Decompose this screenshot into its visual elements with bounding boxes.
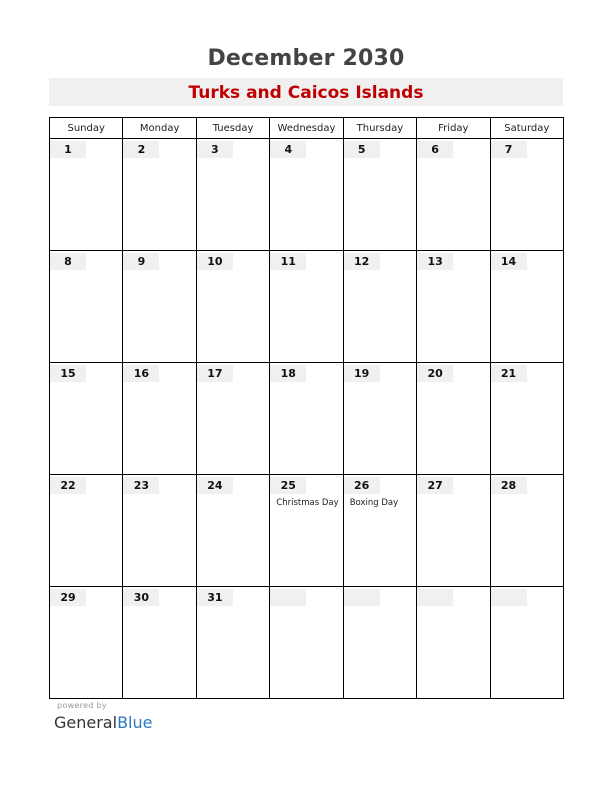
day-number: 28: [500, 479, 517, 492]
day-cell: [50, 587, 123, 699]
day-cell: [123, 251, 196, 363]
day-cell: [270, 475, 343, 587]
day-number: 29: [60, 591, 76, 604]
day-cell: [270, 139, 343, 251]
week-row: [50, 363, 564, 475]
day-cell: [196, 251, 269, 363]
brand-name-blue: Blue: [117, 713, 153, 732]
day-cell: [343, 139, 416, 251]
weekday-header: Monday: [123, 118, 196, 139]
day-number: 5: [357, 143, 366, 156]
day-number: 14: [500, 255, 517, 268]
week-row: [50, 475, 564, 587]
day-number: 11: [280, 255, 296, 268]
brand-name-general: General: [54, 713, 118, 732]
day-number: 22: [60, 479, 76, 492]
day-number: 17: [207, 367, 223, 380]
day-number: 12: [354, 255, 370, 268]
week-row: [50, 251, 564, 363]
day-number: 2: [137, 143, 146, 156]
empty-day-cell: [417, 587, 490, 699]
day-cell: [123, 139, 196, 251]
day-cell: [417, 139, 490, 251]
day-number: 13: [427, 255, 443, 268]
calendar-grid: [49, 117, 564, 699]
country-name: Turks and Caicos Islands: [188, 83, 424, 103]
empty-day-cell: [490, 587, 563, 699]
day-cell: [123, 587, 196, 699]
day-cell: [196, 139, 269, 251]
day-cell: [490, 139, 563, 251]
day-number: 20: [427, 367, 443, 380]
day-cell: [343, 475, 416, 587]
day-cell: [50, 251, 123, 363]
weekday-header-row: [50, 118, 564, 139]
day-cell: [490, 475, 563, 587]
day-number: 24: [207, 479, 223, 492]
empty-day-cell: [270, 587, 343, 699]
country-banner: [49, 78, 563, 106]
day-cell: [50, 139, 123, 251]
day-cell: [343, 363, 416, 475]
day-number: 23: [133, 479, 150, 492]
day-cell: [123, 363, 196, 475]
day-number: 9: [137, 255, 146, 268]
day-number: 6: [431, 143, 439, 156]
day-number: 1: [64, 143, 72, 156]
day-cell: [123, 475, 196, 587]
day-number: 21: [500, 367, 517, 380]
day-number: [344, 589, 380, 606]
day-cell: [417, 475, 490, 587]
day-number: 7: [504, 143, 513, 156]
day-number: 19: [354, 367, 370, 380]
day-number: 31: [207, 591, 223, 604]
day-cell: [196, 587, 269, 699]
powered-by-label: powered by: [57, 701, 107, 710]
day-cell: [270, 363, 343, 475]
day-cell: [343, 251, 416, 363]
generalblue-logo[interactable]: [54, 713, 152, 732]
calendar-title: December 2030: [207, 46, 405, 71]
day-cell: [50, 363, 123, 475]
holiday-label: Christmas Day: [276, 498, 339, 508]
weekday-header: Saturday: [490, 118, 563, 139]
day-cell: [196, 475, 269, 587]
day-cell: [417, 363, 490, 475]
day-cell: [490, 251, 563, 363]
day-number: 15: [60, 367, 76, 380]
day-number: 4: [284, 143, 293, 156]
day-cell: [270, 251, 343, 363]
weekday-header: Thursday: [343, 118, 416, 139]
day-number: 25: [280, 479, 296, 492]
day-number: [491, 589, 527, 606]
day-number: 30: [133, 591, 150, 604]
day-number: [417, 589, 453, 606]
day-number: 8: [64, 255, 72, 268]
day-number: 16: [133, 367, 150, 380]
week-row: [50, 587, 564, 699]
day-number: 27: [427, 479, 443, 492]
day-number: 3: [211, 143, 219, 156]
day-cell: [490, 363, 563, 475]
holiday-label: Boxing Day: [349, 498, 399, 508]
day-cell: [196, 363, 269, 475]
empty-day-cell: [343, 587, 416, 699]
weekday-header: Friday: [417, 118, 490, 139]
day-number: 10: [207, 255, 223, 268]
day-number: [270, 589, 306, 606]
weekday-header: Sunday: [50, 118, 123, 139]
weekday-header: Tuesday: [196, 118, 269, 139]
day-number: 18: [280, 367, 296, 380]
day-number: 26: [354, 479, 370, 492]
week-row: [50, 139, 564, 251]
day-cell: [50, 475, 123, 587]
weekday-header: Wednesday: [270, 118, 343, 139]
day-cell: [417, 251, 490, 363]
